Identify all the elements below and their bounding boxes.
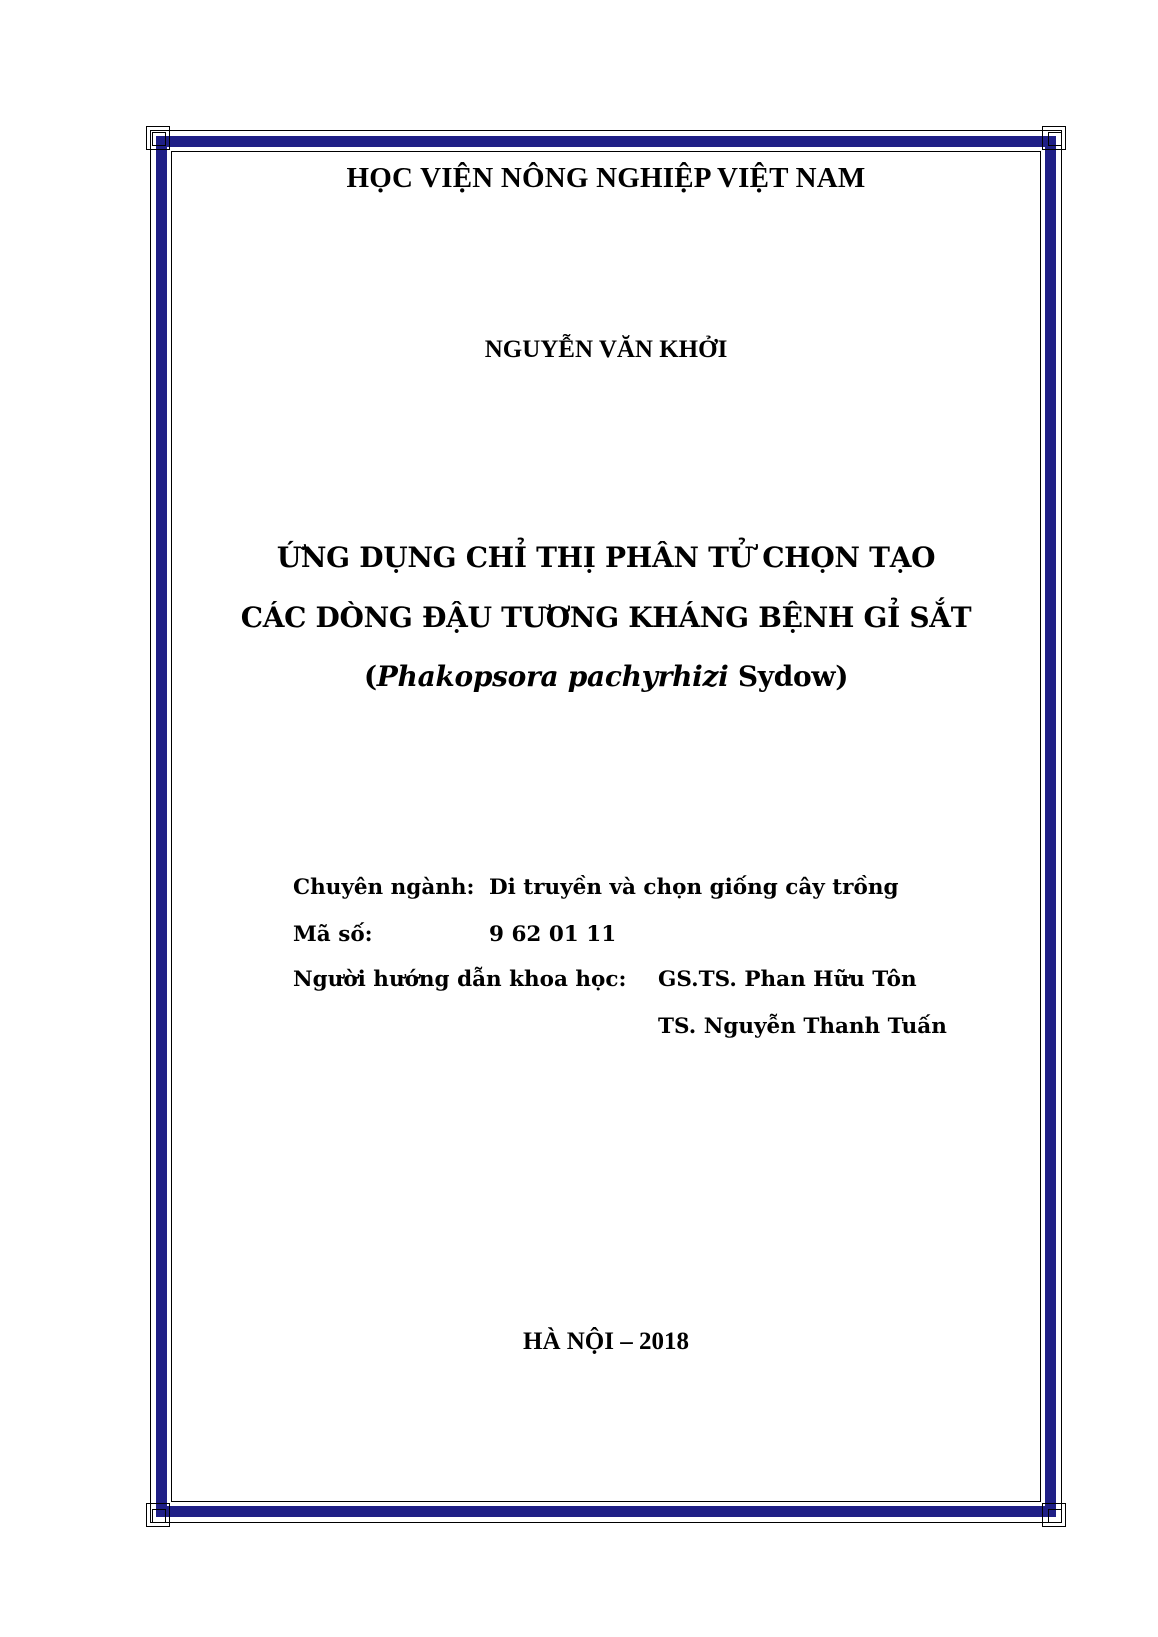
code-value: 9 62 01 11: [489, 922, 617, 947]
advisor-label: Người hướng dẫn khoa học:: [293, 967, 627, 992]
thesis-title-line-2: CÁC DÒNG ĐẬU TƯƠNG KHÁNG BỆNH GỈ SẮT: [240, 601, 972, 634]
major-value: Di truyền và chọn giống cây trồng: [489, 875, 899, 900]
species-name: Phakopsora pachyrhizi: [376, 660, 729, 693]
corner-ornament-top-left: [146, 126, 170, 150]
place-and-year: HÀ NỘI – 2018: [523, 1328, 689, 1355]
thesis-title-line-3: [171, 660, 1041, 693]
code-label: Mã số:: [293, 922, 373, 947]
major-label: Chuyên ngành:: [293, 875, 475, 900]
advisor-2: TS. Nguyễn Thanh Tuấn: [658, 1014, 947, 1039]
species-author: Sydow): [728, 660, 849, 693]
thesis-title-line-1: ỨNG DỤNG CHỈ THỊ PHÂN TỬ CHỌN TẠO: [276, 541, 936, 574]
advisor-1: GS.TS. Phan Hữu Tôn: [658, 967, 917, 992]
corner-ornament-top-right: [1042, 126, 1066, 150]
corner-ornament-bottom-right: [1042, 1503, 1066, 1527]
author-name: NGUYỄN VĂN KHỞI: [484, 336, 728, 363]
title-open-paren: (: [363, 660, 377, 693]
corner-ornament-bottom-left: [146, 1503, 170, 1527]
institution-name: HỌC VIỆN NÔNG NGHIỆP VIỆT NAM: [346, 162, 866, 194]
